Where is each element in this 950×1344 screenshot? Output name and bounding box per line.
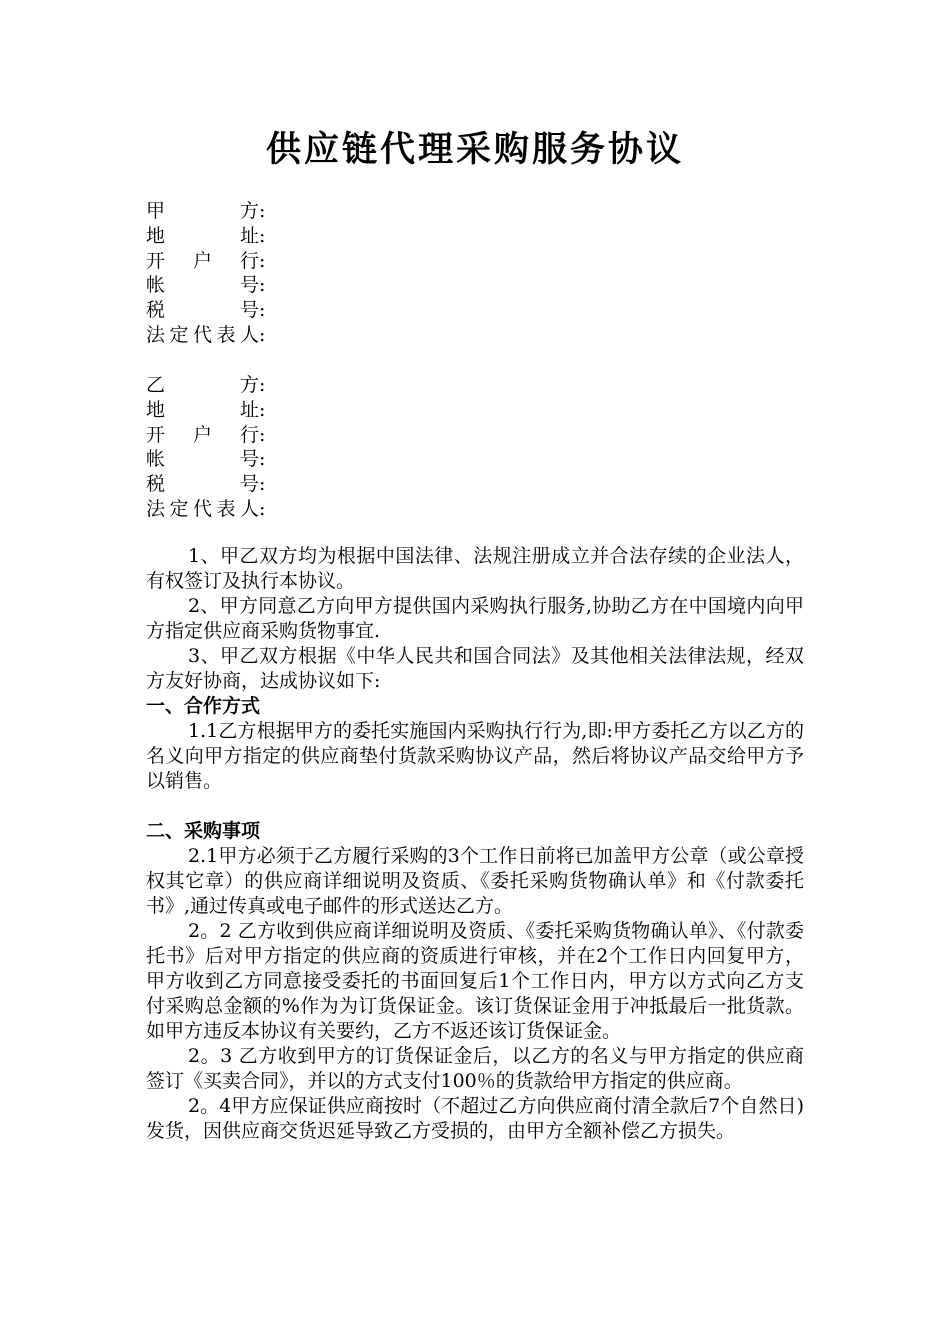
party-a-address-row [146,224,265,249]
party-b-name-row [146,373,265,398]
colon: : [259,497,266,520]
colon: : [259,374,266,396]
document-title: 供应链代理采购服务协议 [265,129,684,170]
section-2-heading: 二、采购事项 [146,820,261,842]
party-a-tax-row [146,298,265,323]
clause-2-4: 2。4甲方应保证供应商按时（不超过乙方向供应商付清全款后7个自然日)发货，因供应商交货迟延导致乙方受损的，由甲方全额补偿乙方损失。 [146,1095,804,1142]
colon: : [259,323,266,346]
party-b-address-label: 地址 [146,398,259,421]
party-b-bank-row [146,423,265,448]
colon: : [259,423,266,446]
party-a-block [146,199,265,348]
clause-1-1: 1.1乙方根据甲方的委托实施国内采购执行行为,即:甲方委托乙方以乙方的名义向甲方指定的供应商垫付货款采购协议产品，然后将协议产品交给甲方予以销售。 [146,720,804,792]
party-b-account-label: 帐号 [146,448,259,471]
clause-2-1: 2.1甲方必须于乙方履行采购的3个工作日前将已加盖甲方公章（或公章授权其它章）的供应商详细说明及资质、《委托采购货物确认单》和《付款委托书》,通过传真或电子邮件的形式送达乙方。 [146,845,804,917]
party-a-account-label: 帐号 [146,274,259,297]
party-b-name-label: 乙方 [146,374,259,396]
agreement-body [146,544,804,1144]
party-a-rep-label: 法定代表人 [146,323,259,346]
party-a-account-row [146,273,265,298]
party-b-rep-label: 法定代表人 [146,497,259,520]
preamble-paragraph-1: 1、甲乙双方均为根据中国法律、法规注册成立并合法存续的企业法人，有权签订及执行本协议。 [146,545,804,592]
party-b-tax-row [146,472,265,497]
clause-2-3: 2。3 乙方收到甲方的订货保证金后，以乙方的名义与甲方指定的供应商签订《买卖合同》，并以的方式支付100％的货款给甲方指定的供应商。 [146,1045,804,1092]
clause-2-2: 2。2 乙方收到供应商详细说明及资质、《委托采购货物确认单》、《付款委托书》后对甲方指定的供应商的资质进行审核，并在2个工作日内回复甲方，甲方收到乙方同意接受委托的书面回复后1个工作日内，甲方以方式向乙方支付采购总金额的%作为为订货保证金。该订货保证金用于冲抵最后一批货款。如甲方违反本协议有关要约，乙方不返还该订货保证金。 [146,920,804,1042]
colon: : [259,473,266,496]
party-b-block [146,373,265,522]
party-b-rep-row [146,497,265,522]
party-b-bank-label: 开户行 [146,423,259,446]
party-b-tax-label: 税号 [146,473,259,496]
party-a-bank-row [146,249,265,274]
colon: : [259,274,266,297]
party-a-name-row [146,199,265,224]
party-a-address-label: 地址 [146,224,259,247]
party-a-tax-label: 税号 [146,299,259,322]
colon: : [259,299,266,322]
preamble-paragraph-2: 2、甲方同意乙方向甲方提供国内采购执行服务,协助乙方在中国境内向甲方指定供应商采购货物事宜. [146,595,804,642]
colon: : [259,448,266,471]
preamble-paragraph-3: 3、甲乙双方根据《中华人民共和国合同法》及其他相关法律法规，经双方友好协商，达成协议如下: [146,645,804,692]
party-b-account-row [146,447,265,472]
colon: : [259,200,266,222]
colon: : [259,224,266,247]
section-1-heading: 一、合作方式 [146,695,261,717]
colon: : [259,249,266,272]
blank-line [146,794,804,819]
party-a-rep-row [146,323,265,348]
party-a-name-label: 甲方 [146,200,259,222]
colon: : [259,398,266,421]
party-a-bank-label: 开户行 [146,249,259,272]
party-b-address-row [146,398,265,423]
